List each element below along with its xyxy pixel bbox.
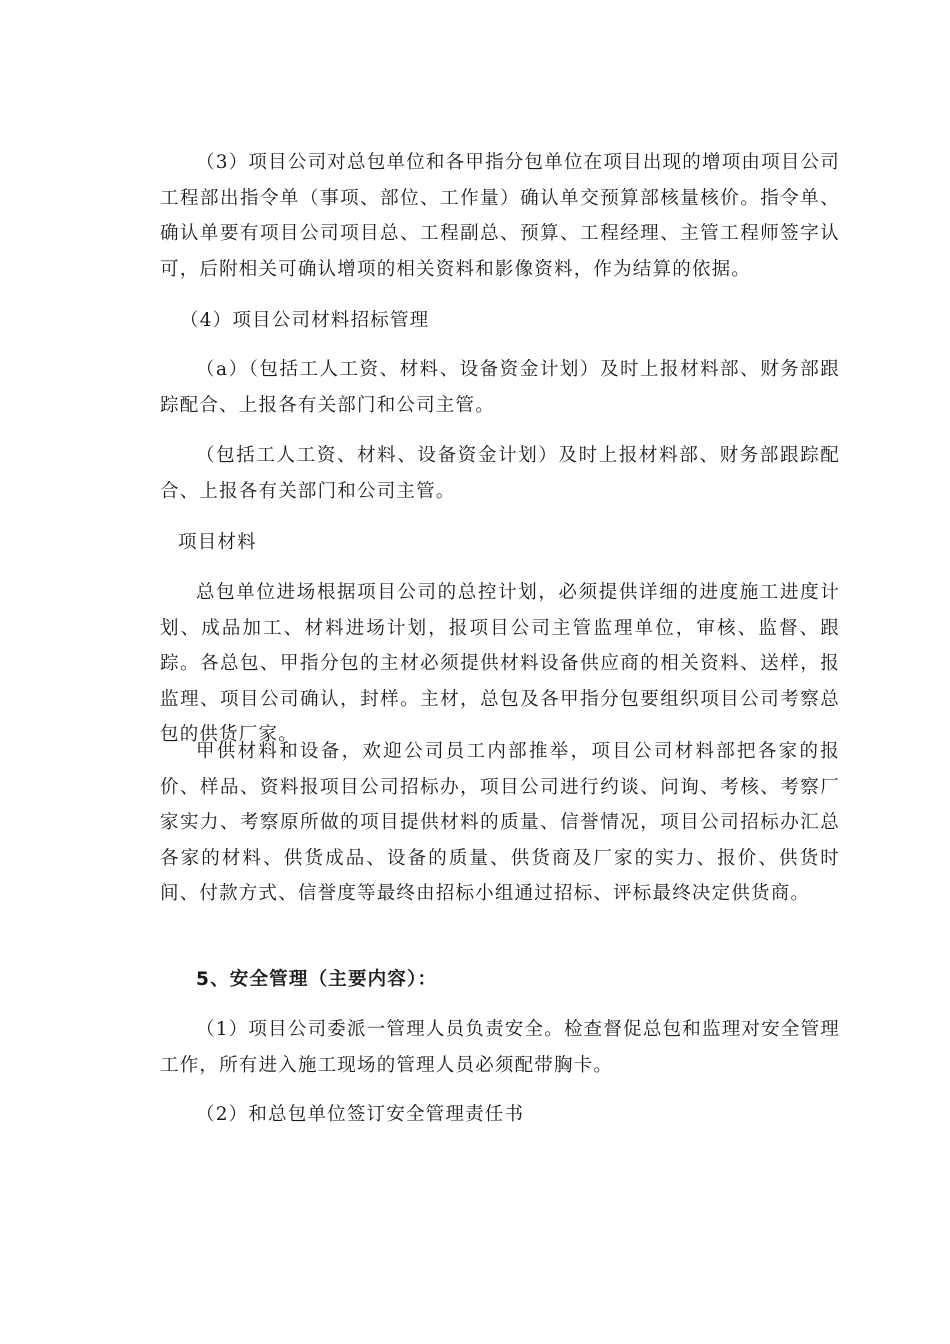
- paragraph-1-safety-officer: （1）项目公司委派一管理人员负责安全。检查督促总包和监理对安全管理工作，所有进入施工现场的管理人员必须配带胸卡。: [160, 1019, 840, 1076]
- paragraph-general-contractor-materials: 总包单位进场根据项目公司的总控计划，必须提供详细的进度施工进度计划、成品加工、材料进场计划，报项目公司主管监理单位，审核、监督、跟踪。各总包、甲指分包的主材必须提供材料设备供应商的相关资料、送样，报监理、项目公司确认，封样。主材，总包及各甲指分包要组织项目公司考察总包的供货厂家。: [160, 582, 840, 745]
- section-heading-safety-management: 5、安全管理（主要内容）：: [196, 969, 438, 990]
- paragraph-a-fund-plan: （a）（包括工人工资、材料、设备资金计划）及时上报材料部、财务部跟踪配合、上报各有关部门和公司主管。: [160, 359, 840, 416]
- paragraph-3-variation-orders: （3）项目公司对总包单位和各甲指分包单位在项目出现的增项由项目公司工程部出指令单（事项、部位、工作量）确认单交预算部核量核价。指令单、确认单要有项目公司项目总、工程副总、预算、工程经理、主管工程师签字认可，后附相关可确认增项的相关资料和影像资料，作为结算的依据。: [160, 152, 840, 280]
- paragraph-fund-plan-repeat: （包括工人工资、材料、设备资金计划）及时上报材料部、财务部跟踪配合、上报各有关部门和公司主管。: [160, 445, 840, 502]
- paragraph-owner-supplied-materials: 甲供材料和设备，欢迎公司员工内部推举，项目公司材料部把各家的报价、样品、资料报项目公司招标办，项目公司进行约谈、问询、考核、考察厂家实力、考察原所做的项目提供材料的质量、信誉情况，项目公司招标办汇总各家的材料、供货成品、设备的质量、供货商及厂家的实力、报价、供货时间、付款方式、信誉度等最终由招标小组通过招标、评标最终决定供货商。: [160, 741, 840, 904]
- paragraph-4-material-tender: （4）项目公司材料招标管理: [180, 310, 430, 331]
- paragraph-project-materials: 项目材料: [178, 532, 257, 553]
- paragraph-2-safety-agreement: （2）和总包单位签订安全管理责任书: [196, 1104, 525, 1125]
